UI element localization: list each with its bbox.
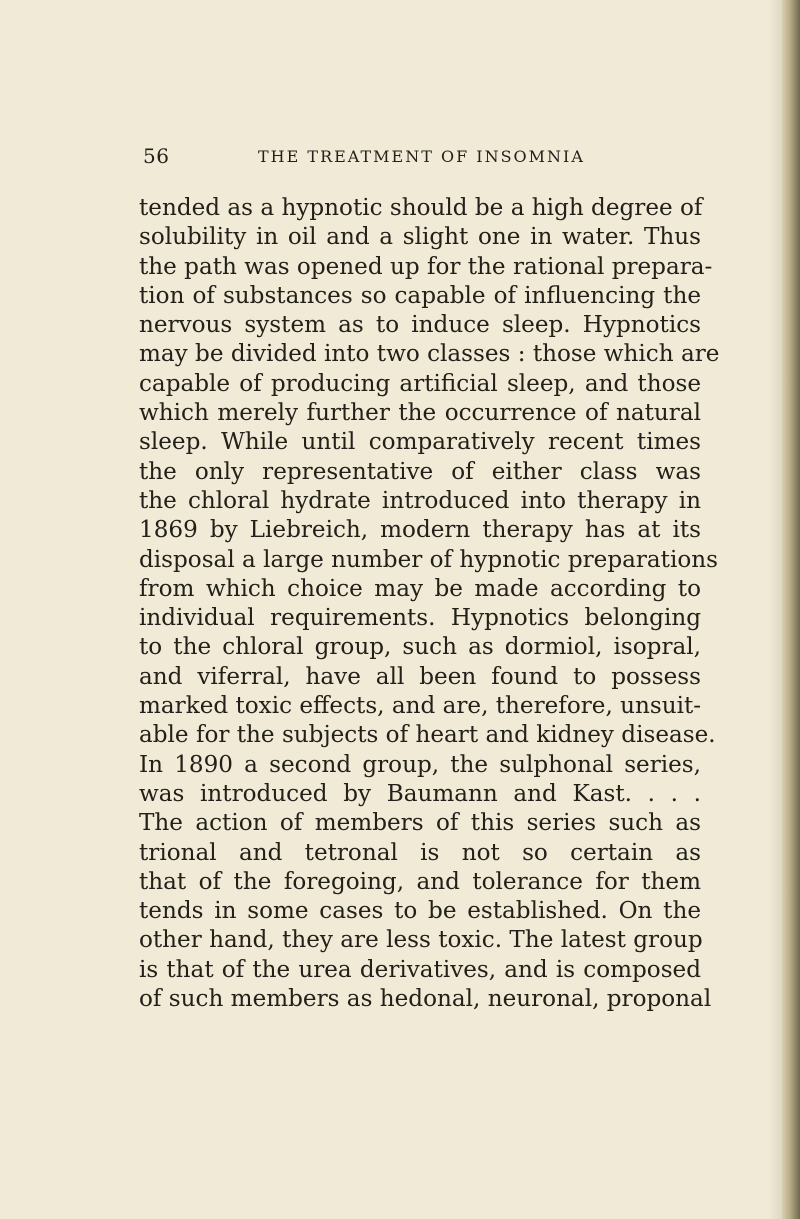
text-line-26: other hand, they are less toxic. The latest group [139,927,703,954]
text-line-14: from which choice may be made according to [139,575,701,602]
text-line-22: The action of members of this series such as [139,810,701,837]
text-line-7: capable of producing artificial sleep, and those [139,370,701,397]
text-line-17: and viferral, have all been found to possess [139,663,701,690]
text-line-25: tends in some cases to be established. On the [139,898,701,925]
book-binding-edge [782,0,800,1219]
text-line-6: may be divided into two classes : those which are [139,341,720,368]
text-line-4: tion of substances so capable of influencing the [139,282,701,309]
text-line-3: the path was opened up for the rational prepara- [139,253,713,280]
text-line-8: which merely further the occurrence of natural [139,400,701,427]
text-line-21: was introduced by Baumann and Kast. . . . [139,780,701,807]
body-text [139,194,720,1014]
page-gutter-shadow [768,0,782,1219]
text-line-10: the only representative of either class was [139,458,701,485]
text-line-19: able for the subjects of heart and kidney disease. [139,722,716,749]
text-line-23: trional and tetronal is not so certain as [139,839,701,866]
text-line-15: individual requirements. Hypnotics belonging [139,605,701,632]
text-line-13: disposal a large number of hypnotic preparations [139,546,718,573]
text-line-27: is that of the urea derivatives, and is composed [139,956,701,983]
running-title: THE TREATMENT OF INSOMNIA [258,147,585,166]
text-line-11: the chloral hydrate introduced into therapy in [139,487,701,514]
text-line-5: nervous system as to induce sleep. Hypnotics [139,312,701,339]
text-line-18: marked toxic effects, and are, therefore, unsuit- [139,693,702,720]
text-line-20: In 1890 a second group, the sulphonal series, [139,751,701,778]
text-line-1: tended as a hypnotic should be a high degree of [139,195,703,221]
page-header [143,146,663,170]
text-line-9: sleep. While until comparatively recent times [139,429,701,456]
text-line-2: solubility in oil and a slight one in water. Thus [139,224,701,251]
text-line-12: 1869 by Liebreich, modern therapy has at its [139,517,701,544]
text-line-16: to the chloral group, such as dormiol, isopral, [139,634,701,661]
text-line-28: of such members as hedonal, neuronal, proponal [139,986,712,1013]
text-line-24: that of the foregoing, and tolerance for them [139,868,701,895]
page-number: 56 [143,144,170,168]
